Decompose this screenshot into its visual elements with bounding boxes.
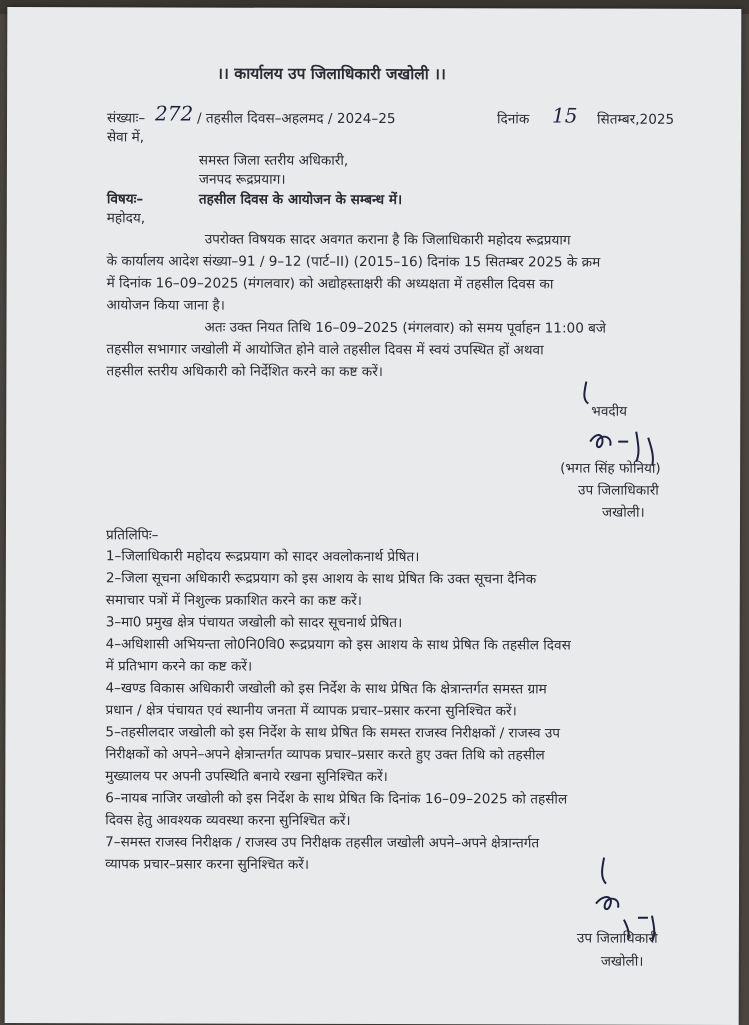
copy-line: प्रधान / क्षेत्र पंचायत एवं स्थानीय जनता में व्यापक प्रचार–प्रसार करना सुनिश्चित करें। — [105, 702, 517, 720]
copy-line: 5–तहसीलदार जखोली को इस निर्देश के साथ प्रेषित कि समस्त राजस्व निरीक्षकों / राजस्व उप — [105, 724, 561, 742]
copy-line: 1–जिलाधिकारी महोदय रूद्रप्रयाग को सादर अवलोकनार्थ प्रेषित। — [105, 548, 420, 566]
copy-line: दिवस हेतु आवश्यक व्यवस्था करना सुनिश्चित करें। — [105, 812, 351, 829]
document-page — [5, 7, 742, 1025]
signatory-place: जखोली। — [601, 504, 645, 521]
copy-line: 4–खण्ड विकास अधिकारी जखोली को इस निर्देश के साथ प्रेषित कि क्षेत्रान्तर्गत समस्त ग्राम — [105, 680, 547, 698]
copy-line: निरीक्षकों को अपने–अपने क्षेत्रान्तर्गत व्यापक प्रचार–प्रसार करते हुए उक्त तिथि को तहसील — [105, 746, 545, 764]
closing-text: भवदीय — [591, 403, 628, 420]
office-title: ।। कार्यालय उप जिलाधिकारी जखोली ।। — [217, 64, 446, 84]
recipient-line-2: जनपद रूद्रप्रयाग। — [198, 171, 286, 188]
para1-line: आयोजन किया जाना है। — [106, 297, 225, 314]
para1-line: के कार्यालय आदेश संख्या–91 / 9–12 (पार्ट–II) (2015–16) दिनांक 15 सितम्बर 2025 के क्रम — [106, 253, 601, 271]
date-label: दिनांक — [497, 111, 530, 128]
para2-line: तहसील सभागार जखोली में आयोजित होने वाले तहसील दिवस में स्वयं उपस्थित हों अथवा — [106, 341, 544, 359]
date-month-year: सितम्बर,2025 — [597, 111, 675, 128]
copy-line: 3–मा0 प्रमुख क्षेत्र पंचायत जखोली को सादर सूचनार्थ प्रेषित। — [105, 614, 403, 632]
date-day-handwritten: 15 — [552, 103, 578, 128]
signatory-designation: उप जिलाधिकारी — [578, 482, 659, 499]
recipient-line-1: समस्त जिला स्तरीय अधिकारी, — [198, 152, 349, 169]
para1-line: में दिनांक 16–09–2025 (मंगलवार) को अद्योहस्ताक्षरी की अध्यक्षता में तहसील दिवस का — [106, 275, 554, 293]
reference-number-handwritten: 272 — [155, 101, 194, 126]
copy-line: में प्रतिभाग करने का कष्ट करें। — [105, 658, 253, 675]
salutation: महोदय, — [106, 210, 146, 227]
copy-line: समाचार पत्रों में निशुल्क प्रकाशित करने का कष्ट करें। — [105, 592, 362, 609]
copy-line: 2–जिला सूचना अधिकारी रूद्रप्रयाग को इस आशय के साथ प्रेषित कि उक्त सूचना दैनिक — [105, 570, 537, 588]
copy-line: व्यापक प्रचार–प्रसार करना सुनिश्चित करें। — [105, 856, 310, 873]
footer-place: जखोली। — [600, 953, 644, 970]
copy-line: मुख्यालय पर अपनी उपस्थिति बनाये रखना सुनिश्चित करें। — [105, 768, 388, 786]
signature-mark — [566, 374, 686, 474]
footer-designation: उप जिलाधिकारी — [576, 930, 658, 947]
copy-line: 6–नायब नाजिर जखोली को इस निर्देश के साथ प्रेषित कि दिनांक 16–09–2025 को तहसील — [105, 790, 568, 808]
copy-line: 7–समस्त राजस्व निरीक्षक / राजस्व उप निरीक्षक तहसील जखोली अपने–अपने क्षेत्रान्तर्गत — [105, 834, 540, 852]
reference-rest: / तहसील दिवस–अहलमद / 2024–25 — [197, 110, 396, 128]
copies-heading: प्रतिलिपिः– — [105, 527, 159, 544]
copy-line: 4–अधिशासी अभियन्ता लो0नि0वि0 रूद्रप्रयाग को इस आशय के साथ प्रेषित कि तहसील दिवस — [105, 636, 571, 654]
para2-line: अतः उक्त नियत तिथि 16–09–2025 (मंगलवार) को समय पूर्वाहन 11:00 बजे — [204, 319, 607, 337]
reference-label: संख्याः– — [107, 110, 146, 127]
signatory-name: (भगत सिंह फोनिया) — [560, 460, 661, 477]
subject-text: तहसील दिवस के आयोजन के सम्बन्ध में। — [198, 191, 403, 209]
subject-label: विषयः– — [106, 191, 144, 208]
para2-line: तहसील स्तरीय अधिकारी को निर्देशित करने का कष्ट करें। — [106, 363, 383, 381]
to-label: सेवा में, — [106, 129, 145, 146]
para1-line: उपरोक्त विषयक सादर अवगत कराना है कि जिलाधिकारी महोदय रूद्रप्रयाग — [204, 231, 571, 249]
